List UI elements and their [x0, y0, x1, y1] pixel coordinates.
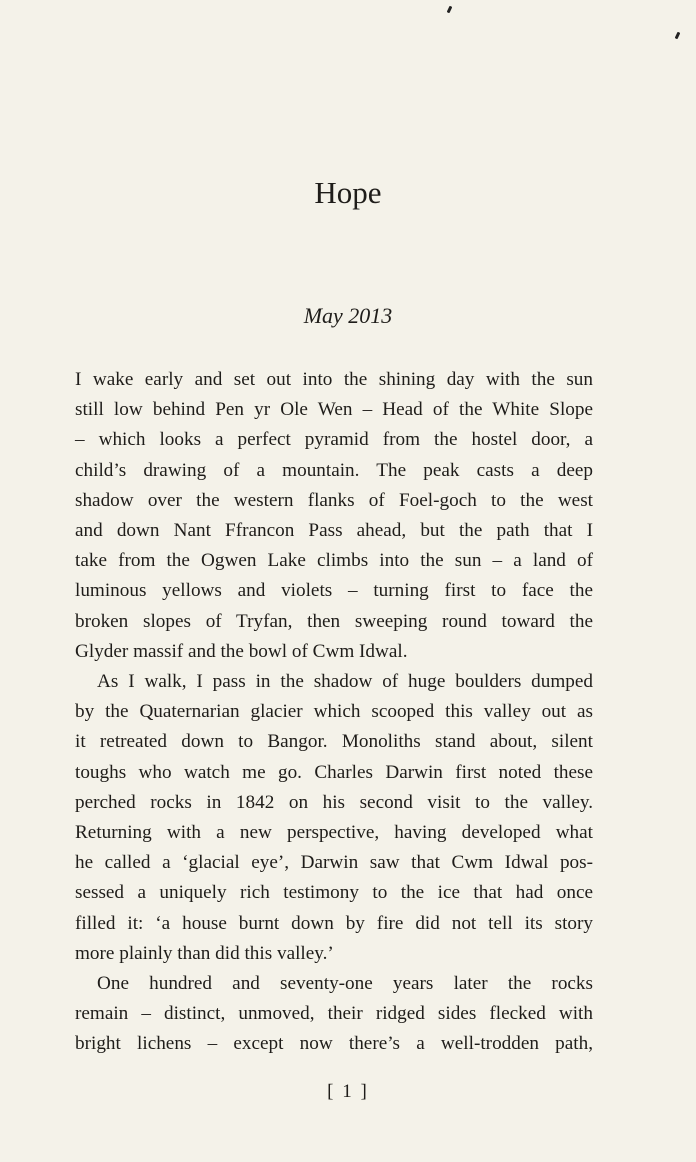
text-line: luminous yellows and violets – turning first to face the	[75, 580, 593, 602]
text-line: more plainly than did this valley.’	[75, 942, 334, 964]
text-line: – which looks a perfect pyramid from the hostel door, a	[75, 429, 593, 451]
text-line: broken slopes of Tryfan, then sweeping round toward the	[75, 610, 593, 632]
text-line: toughs who watch me go. Charles Darwin first noted these	[75, 761, 593, 783]
text-line: it retreated down to Bangor. Monoliths stand about, silent	[75, 731, 593, 753]
text-line: filled it: ‘a house burnt down by fire did not tell its story	[75, 912, 593, 934]
text-line: Glyder massif and the bowl of Cwm Idwal.	[75, 640, 408, 662]
text-line: take from the Ogwen Lake climbs into the sun – a land of	[75, 550, 593, 572]
text-line: still low behind Pen yr Ole Wen – Head of the White Slope	[75, 399, 593, 421]
body-text	[75, 365, 593, 1060]
text-line: I wake early and set out into the shining day with the sun	[75, 369, 593, 390]
text-line: he called a ‘glacial eye’, Darwin saw that Cwm Idwal pos-	[75, 852, 593, 874]
text-line: perched rocks in 1842 on his second visit to the valley.	[75, 791, 593, 813]
text-line: As I walk, I pass in the shadow of huge boulders dumped	[97, 671, 593, 693]
text-line: shadow over the western flanks of Foel-goch to the west	[75, 489, 593, 511]
text-line: sessed a uniquely rich testimony to the ice that had once	[75, 882, 593, 904]
chapter-title: Hope	[314, 175, 382, 210]
text-line: Returning with a new perspective, having developed what	[75, 822, 593, 844]
text-line: child’s drawing of a mountain. The peak casts a deep	[75, 459, 593, 481]
chapter-date: May 2013	[303, 303, 393, 328]
text-line: One hundred and seventy-one years later the rocks	[97, 973, 593, 995]
page-number: [ 1 ]	[327, 1081, 369, 1102]
text-line: by the Quaternarian glacier which scooped this valley out as	[75, 701, 593, 723]
text-line: and down Nant Ffrancon Pass ahead, but the path that I	[75, 520, 593, 542]
text-line: remain – distinct, unmoved, their ridged sides flecked with	[75, 1003, 593, 1025]
ink-speck	[447, 6, 453, 14]
ink-speck	[675, 32, 681, 40]
text-line: bright lichens – except now there’s a well-trodden path,	[75, 1033, 593, 1055]
